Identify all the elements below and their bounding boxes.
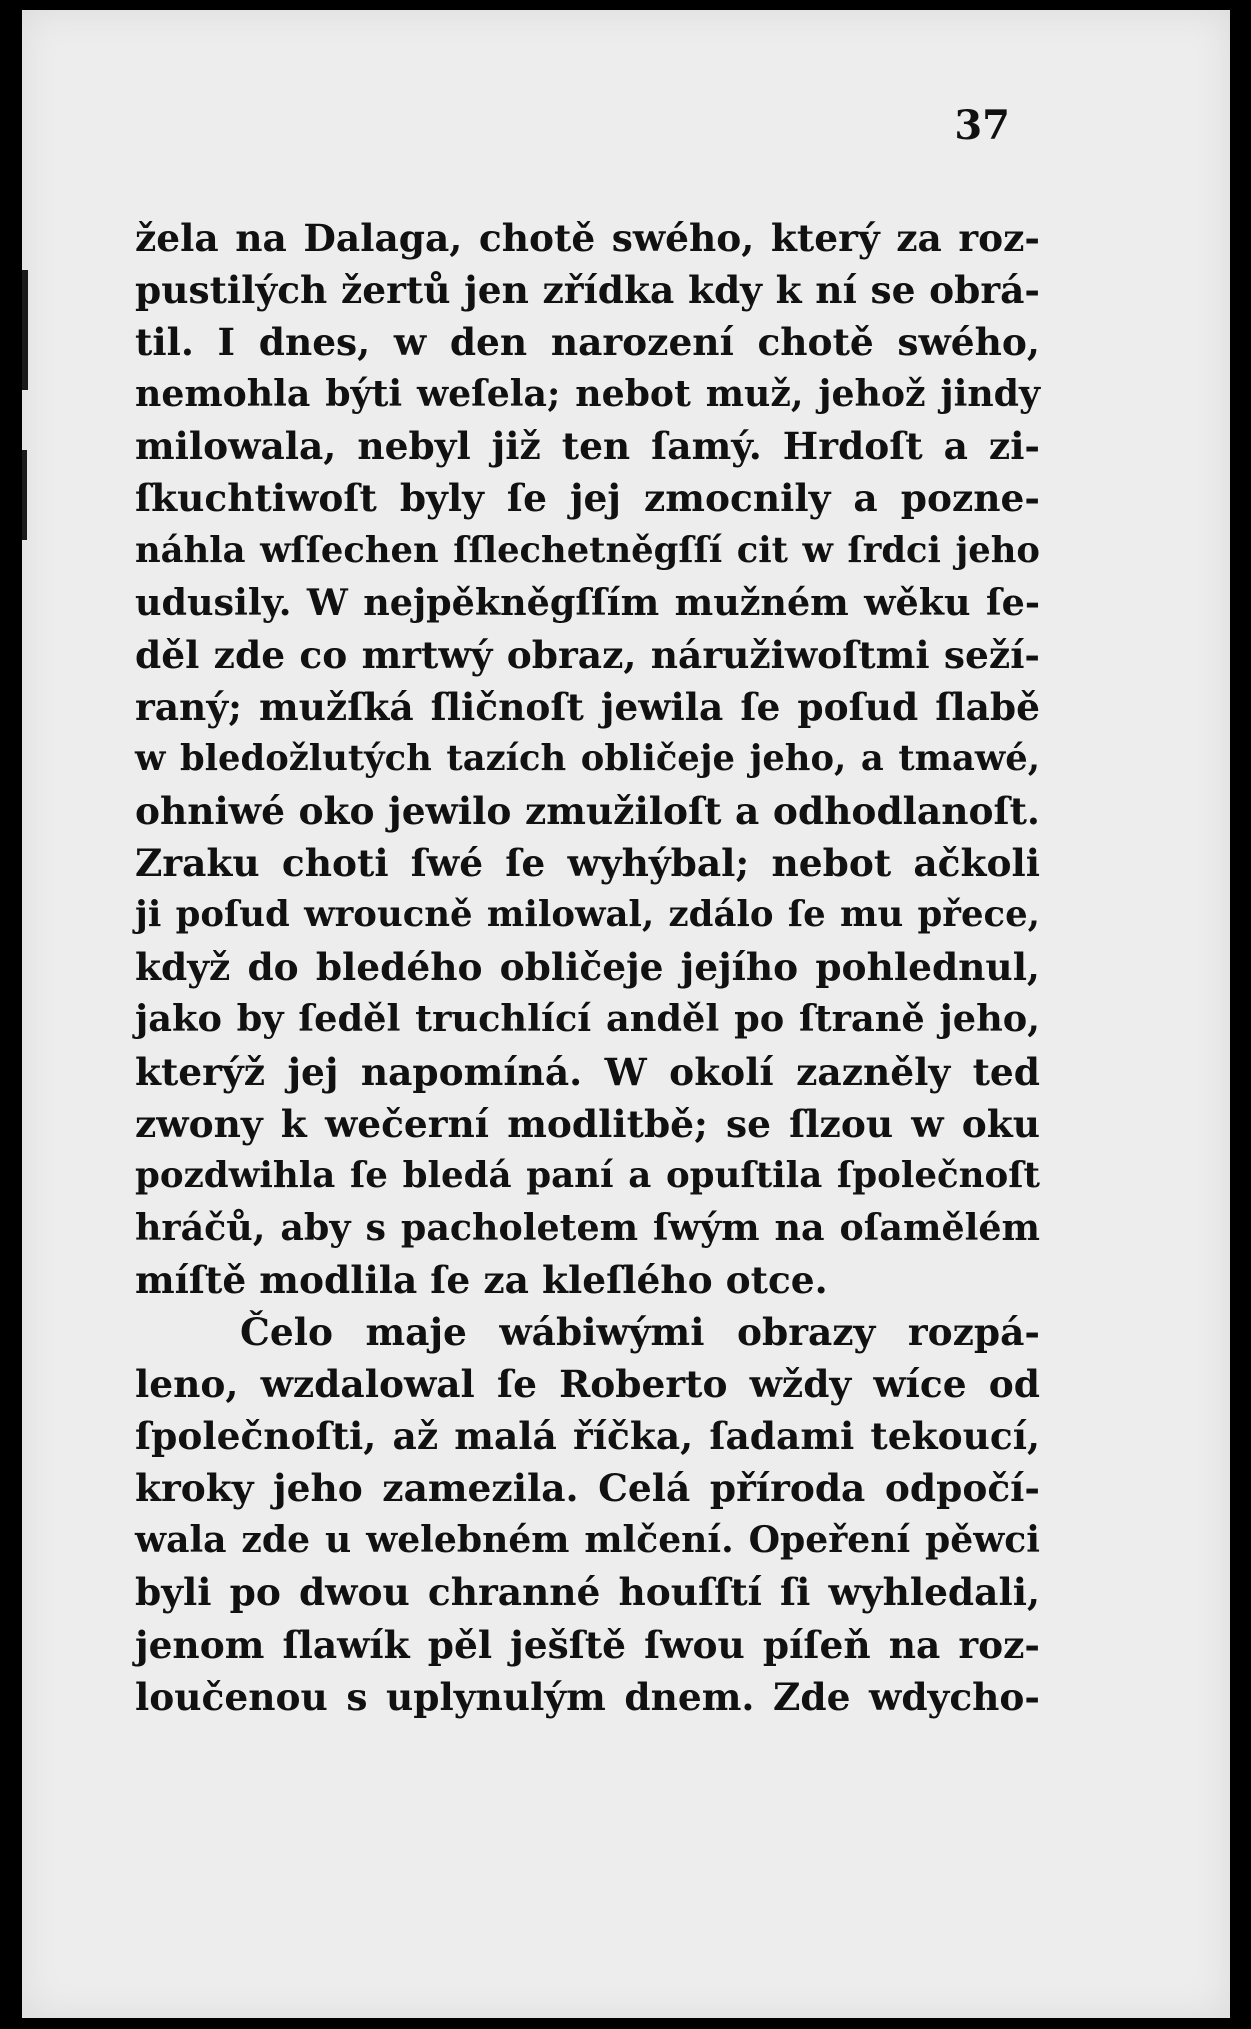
text-line: leno, wzdalowal ſe Roberto wždy wíce od — [135, 1362, 1040, 1407]
text-line: náhla wſſechen ſſlechetněgſſí cit w ſrdci jeho — [135, 529, 1040, 571]
page-number: 37 — [954, 102, 1010, 149]
book-page — [22, 10, 1230, 2018]
text-line: pozdwihla ſe bledá paní a opuſtila ſpolečnoſt — [135, 1154, 1040, 1196]
text-line: jenom ſlawík pěl ješſtě ſwou píſeň na roz- — [135, 1622, 1040, 1667]
text-line: žela na Dalaga, chotě swého, který za roz- — [135, 216, 1040, 260]
binding-edge-mark — [22, 450, 27, 540]
text-line: ſpolečnoſti, až malá říčka, ſadami tekoucí, — [135, 1414, 1040, 1459]
text-line: raný; mužſká ſličnoſt jewila ſe poſud ſlabě — [135, 684, 1040, 729]
text-line: w bledožlutých tazích obličeje jeho, a tmawé, — [135, 737, 1040, 779]
text-line: loučenou s uplynulým dnem. Zde wdycho- — [135, 1674, 1040, 1719]
text-line: hráčů, aby s pacholetem ſwým na oſamělém — [135, 1205, 1040, 1249]
text-line: milowala, nebyl již ten ſamý. Hrdoſt a zi- — [135, 424, 1040, 469]
text-line: nemohla býti weſela; nebot muž, jehož jindy — [135, 372, 1040, 416]
text-line: ji poſud wroucně milowal, zdálo ſe mu přece, — [135, 894, 1040, 936]
text-line: děl zde co mrtwý obraz, náružiwoſtmi seží- — [135, 632, 1040, 677]
text-line: udusily. W nejpěkněgſſím mužném wěku ſe- — [135, 580, 1040, 624]
text-line-paragraph-end: míſtě modlila ſe za kleſlého otce. — [135, 1257, 828, 1302]
text-line: jako by ſeděl truchlící anděl po ſtraně jeho, — [135, 997, 1040, 1041]
body-text — [135, 212, 1040, 1723]
text-line: ſkuchtiwoſt byly ſe jej zmocnily a pozne- — [135, 476, 1040, 521]
text-line: zwony k wečerní modlitbě; se ſlzou w oku — [135, 1101, 1040, 1146]
text-line: kroky jeho zamezila. Celá příroda odpočí- — [135, 1466, 1040, 1511]
text-line: ohniwé oko jewilo zmužiloſt a odhodlanoſt. — [135, 789, 1040, 834]
text-line: til. I dnes, w den narození chotě swého, — [135, 320, 1040, 365]
text-line: když do bledého obličeje jejího pohlednul, — [135, 945, 1040, 990]
binding-edge-mark — [22, 270, 28, 390]
text-line: Zraku choti ſwé ſe wyhýbal; nebot ačkoli — [135, 841, 1040, 886]
text-line: pustilých žertů jen zřídka kdy k ní se obrá- — [135, 268, 1040, 313]
text-line: byli po dwou chranné houſſtí ſi wyhledali, — [135, 1570, 1040, 1615]
text-line: kterýž jej napomíná. W okolí zazněly ted — [135, 1049, 1040, 1094]
text-line: wala zde u welebném mlčení. Opeření pěwci — [135, 1518, 1040, 1562]
text-line-paragraph-start: Čelo maje wábiwými obrazy rozpá- — [240, 1309, 1040, 1354]
